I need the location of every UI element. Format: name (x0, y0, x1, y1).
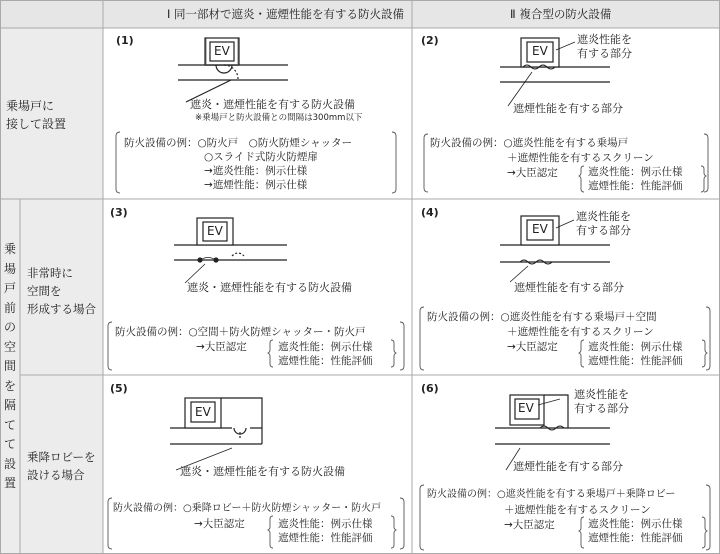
cell-6-example-line-2: ＋遮煙性能を有するスクリーン (504, 504, 651, 516)
cell-3-cert-1: 遮炎性能：例示仕様 (278, 341, 373, 353)
cell-2-top-caption-2: 有する部分 (577, 47, 632, 60)
cell-1-example-line-4: →遮煙性能：例示仕様 (204, 179, 308, 191)
cell-2-number: (2) (421, 34, 439, 47)
cell-6-example-line-3: →大臣認定 (504, 519, 555, 531)
cell-3-number: (3) (110, 206, 128, 219)
cell-3-cert-2: 遮煙性能：性能評価 (278, 355, 373, 367)
diagram-1 (178, 38, 288, 102)
cell-6-number: (6) (421, 382, 439, 395)
cell-6-example-line-1: 防火設備の例：○遮炎性能を有する乗場戸＋乗降ロビー (427, 489, 676, 500)
cell-5-example-line-1: 防火設備の例：○乗降ロビー＋防火防煙シャッター・防火戸 (113, 503, 382, 514)
cell-3-example-line-1: 防火設備の例：○空間＋防火防煙シャッター・防火戸 (115, 326, 366, 338)
row3-label: 乗降ロビーを 設ける場合 (27, 450, 96, 482)
cell-6-top-caption-1: 遮炎性能を (574, 388, 629, 401)
cell-2-cert-2: 遮煙性能：性能評価 (588, 180, 683, 192)
row2-label: 非常時に 空間を 形成する場合 (27, 266, 96, 316)
cell-2-caption: 遮煙性能を有する部分 (513, 102, 623, 115)
cell-4-example-line-2: ＋遮煙性能を有するスクリーン (507, 326, 654, 338)
ev-label-3: EV (207, 224, 223, 238)
cell-1-note: ※乗場戸と防火設備との間隔は300mm以下 (195, 113, 363, 123)
cell-5-number: (5) (110, 382, 128, 395)
cell-5-cert-1: 遮炎性能：例示仕様 (278, 518, 373, 530)
cell-2-example-line-1: 防火設備の例：○遮炎性能を有する乗場戸 (430, 137, 629, 149)
cell-5-cert-2: 遮煙性能：性能評価 (278, 532, 373, 544)
diagram-3 (174, 218, 287, 283)
cell-2-top-caption-1: 遮炎性能を (577, 33, 632, 46)
cell-4-example-line-3: →大臣認定 (507, 341, 558, 353)
cell-2-cert-1: 遮炎性能：例示仕様 (588, 166, 683, 178)
column-header-1: Ⅰ 同一部材で遮炎・遮煙性能を有する防火設備 (167, 7, 405, 21)
cell-1-example-line-1: 防火設備の例：○防火戸 ○防火防煙シャッター (124, 137, 353, 149)
cell-4-cert-2: 遮煙性能：性能評価 (588, 355, 683, 367)
cell-2-example-line-3: →大臣認定 (507, 167, 558, 179)
cell-3-caption: 遮炎・遮煙性能を有する防火設備 (187, 281, 352, 294)
ev-label-4: EV (532, 222, 548, 236)
cell-2-example-line-2: ＋遮煙性能を有するスクリーン (507, 152, 654, 164)
cell-4-top-caption-1: 遮炎性能を (576, 210, 631, 223)
cell-5-caption: 遮炎・遮煙性能を有する防火設備 (180, 465, 345, 478)
cell-4-example-line-1: 防火設備の例：○遮炎性能を有する乗場戸＋空間 (427, 311, 657, 323)
ev-label-5: EV (195, 405, 211, 419)
cell-6-cert-1: 遮炎性能：例示仕様 (588, 518, 683, 530)
cell-1-caption: 遮炎・遮煙性能を有する防火設備 (190, 98, 355, 111)
cell-6-cert-2: 遮煙性能：性能評価 (588, 532, 683, 544)
cell-4-top-caption-2: 有する部分 (576, 224, 631, 237)
diagram-5 (170, 398, 262, 470)
ev-label-6: EV (518, 401, 534, 415)
cell-4-number: (4) (421, 206, 439, 219)
cell-6-top-caption-2: 有する部分 (574, 402, 629, 415)
cell-3-example-line-2: →大臣認定 (196, 341, 247, 353)
column-header-2: Ⅱ 複合型の防火設備 (510, 7, 612, 21)
cell-4-cert-1: 遮炎性能：例示仕様 (588, 341, 683, 353)
ev-label-2: EV (532, 44, 548, 58)
row-group-label: 乗場戸前の空間を隔てて設置 (3, 242, 16, 490)
row1-label: 乗場戸に 接して設置 (6, 99, 67, 131)
cell-5-example-line-2: →大臣認定 (194, 518, 245, 530)
cell-1-example-line-3: →遮炎性能：例示仕様 (204, 165, 308, 177)
ev-label-1: EV (214, 44, 230, 58)
cell-6-caption: 遮煙性能を有する部分 (513, 460, 623, 473)
cell-4-caption: 遮煙性能を有する部分 (514, 281, 624, 294)
cell-1-example-line-2: ○スライド式防火防煙扉 (204, 151, 318, 163)
cell-1-number: (1) (116, 34, 134, 47)
